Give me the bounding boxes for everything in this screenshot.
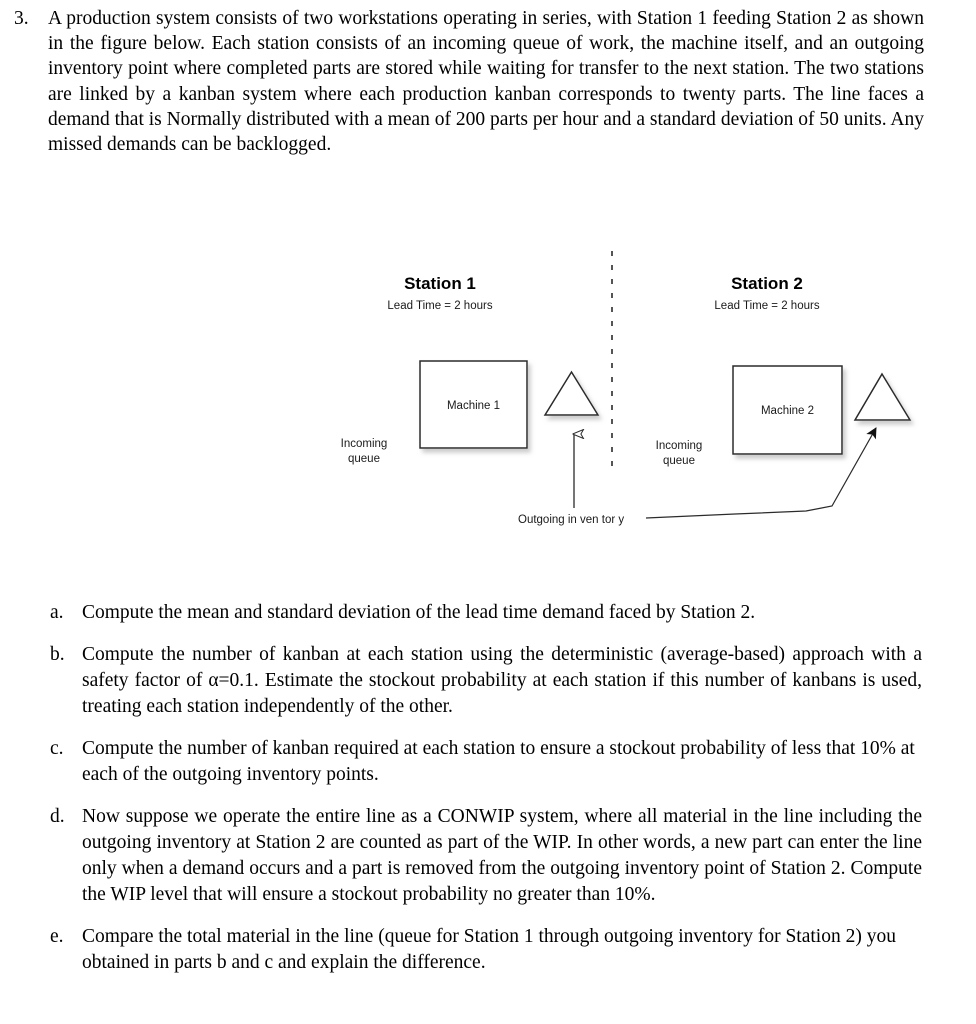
question-part-c bbox=[50, 736, 922, 788]
station-2-heading bbox=[714, 274, 819, 312]
question-part-e bbox=[50, 924, 922, 976]
part-d-letter: d. bbox=[50, 806, 65, 827]
outgoing-inventory-label: Outgoing in ven tor y bbox=[518, 514, 625, 526]
problem-statement bbox=[14, 6, 924, 157]
part-b-text: Compute the number of kanban at each station using the deterministic (average-based) approach with a safety factor of α=0.1. Estimate the stockout probability at each station if this number of kanbans is used, treating each station independently of the other. bbox=[82, 644, 922, 717]
part-c-letter: c. bbox=[50, 738, 64, 759]
station-2-outgoing-inventory-triangle bbox=[855, 374, 910, 420]
question-part-d bbox=[50, 804, 922, 908]
station-2-queue-label-line1: Incoming bbox=[655, 440, 703, 452]
station-1-heading bbox=[387, 274, 492, 312]
station-1-queue-label-line2: queue bbox=[348, 453, 380, 465]
question-part-b bbox=[50, 642, 922, 720]
part-b-letter: b. bbox=[50, 644, 65, 665]
problem-number: 3. bbox=[14, 8, 29, 29]
station-1-queue-label-line1: Incoming bbox=[340, 438, 388, 450]
question-part-a bbox=[50, 600, 922, 626]
part-a-text: Compute the mean and standard deviation of the lead time demand faced by Station 2. bbox=[82, 602, 756, 623]
station-2-title: Station 2 bbox=[731, 274, 803, 293]
problem-text: A production system consists of two workstations operating in series, with Station 1 feeding Station 2 as shown in the figure below. Each station consists of an incoming queue of work, the machine itself, and an outgoing inventory point where completed parts are stored while waiting for transfer to the next station. The two stations are linked by a kanban system where each production kanban corresponds to twenty parts. The line faces a demand that is Normally distributed with a mean of 200 parts per hour and a standard deviation of 50 units. Any missed demands can be backlogged. bbox=[48, 8, 924, 156]
question-parts-list bbox=[50, 600, 922, 992]
station-2-subtitle: Lead Time = 2 hours bbox=[714, 300, 820, 312]
process-flow-figure bbox=[0, 240, 976, 560]
machine-1-label: Machine 1 bbox=[446, 400, 501, 412]
station-1-outgoing-inventory-triangle bbox=[545, 372, 598, 415]
station-1-subtitle: Lead Time = 2 hours bbox=[387, 300, 493, 312]
part-e-letter: e. bbox=[50, 926, 64, 947]
station-1-title: Station 1 bbox=[404, 274, 476, 293]
part-c-text: Compute the number of kanban required at each station to ensure a stockout probability of less that 10% at each of the outgoing inventory points. bbox=[82, 738, 915, 785]
part-a-letter: a. bbox=[50, 602, 64, 623]
machine-2-label: Machine 2 bbox=[760, 405, 815, 417]
part-e-text: Compare the total material in the line (queue for Station 1 through outgoing inventory for Station 2) you obtained in parts b and c and explain the difference. bbox=[82, 926, 896, 973]
station-2-queue-label-line2: queue bbox=[663, 455, 695, 467]
part-d-text: Now suppose we operate the entire line as a CONWIP system, where all material in the line including the outgoing inventory at Station 2 are counted as part of the WIP. In other words, a new part can enter the line only when a demand occurs and a part is removed from the outgoing inventory point of Station 2. Compute the WIP level that will ensure a stockout probability no greater than 10%. bbox=[82, 806, 922, 905]
